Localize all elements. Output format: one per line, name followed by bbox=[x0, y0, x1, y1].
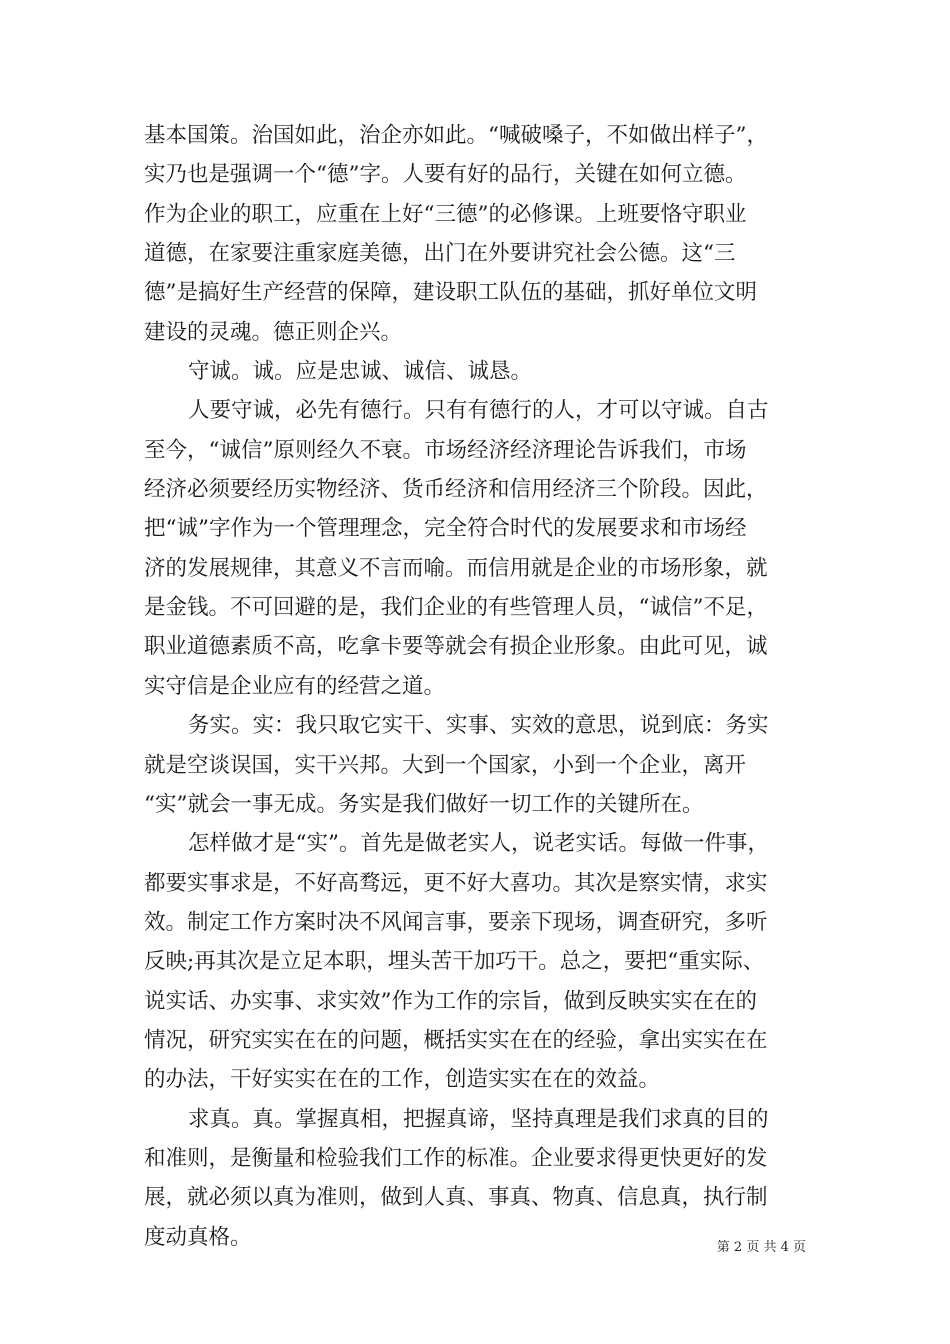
text-line: 济的发展规律，其意义不言而喻。而信用就是企业的市场形象，就 bbox=[144, 555, 768, 581]
text-line: 就是空谈误国，实干兴邦。大到一个国家，小到一个企业，离开 bbox=[144, 752, 747, 778]
text-line: 情况，研究实实在在的问题，概括实实在在的经验，拿出实实在在 bbox=[144, 1027, 768, 1053]
text-line: 经济必须要经历实物经济、货币经济和信用经济三个阶段。因此， bbox=[144, 477, 768, 503]
text-line: “实”就会一事无成。务实是我们做好一切工作的关键所在。 bbox=[144, 791, 704, 817]
text-line: 求真。真。掌握真相，把握真谛，坚持真理是我们求真的目的 bbox=[188, 1106, 769, 1132]
text-line: 德”是搞好生产经营的保障，建设职工队伍的基础，抓好单位文明 bbox=[144, 280, 757, 306]
text-line: 是金钱。不可回避的是，我们企业的有些管理人员，“诚信”不足， bbox=[144, 595, 768, 621]
text-line: 人要守诚，必先有德行。只有有德行的人，才可以守诚。自古 bbox=[188, 398, 769, 424]
text-line: 的办法，干好实实在在的工作，创造实实在在的效益。 bbox=[144, 1067, 661, 1093]
text-line: 实守信是企业应有的经营之道。 bbox=[144, 673, 446, 699]
document-body bbox=[144, 116, 810, 1257]
text-line: 道德，在家要注重家庭美德，出门在外要讲究社会公德。这“三 bbox=[144, 241, 736, 267]
text-line: 作为企业的职工，应重在上好“三德”的必修课。上班要恪守职业 bbox=[144, 201, 747, 227]
text-line: 说实话、办实事、求实效”作为工作的宗旨，做到反映实实在在的 bbox=[144, 988, 757, 1014]
text-line: 展，就必须以真为准则，做到人真、事真、物真、信息真，执行制 bbox=[144, 1185, 768, 1211]
text-line: 效。制定工作方案时决不风闻言事，要亲下现场，调查研究，多听 bbox=[144, 909, 768, 935]
text-line: 务实。实：我只取它实干、实事、实效的意思，说到底：务实 bbox=[188, 713, 769, 739]
text-line: 怎样做才是“实”。首先是做老实人，说老实话。每做一件事， bbox=[188, 831, 769, 857]
text-line: 都要实事求是，不好高骛远，更不好大喜功。其次是察实情，求实 bbox=[144, 870, 768, 896]
text-line: 基本国策。治国如此，治企亦如此。“喊破嗓子，不如做出样子”， bbox=[144, 123, 768, 148]
text-line: 职业道德素质不高，吃拿卡要等就会有损企业形象。由此可见，诚 bbox=[144, 634, 768, 660]
text-line: 至今，“诚信”原则经久不衰。市场经济经济理论告诉我们，市场 bbox=[144, 437, 747, 463]
text-line: 把“诚”字作为一个管理理念，完全符合时代的发展要求和市场经 bbox=[144, 516, 747, 542]
text-line: 建设的灵魂。德正则企兴。 bbox=[144, 319, 403, 345]
text-line: 反映;再其次是立足本职，埋头苦干加巧干。总之，要把“重实际、 bbox=[144, 949, 765, 975]
page-number: 第 2 页 共 4 页 bbox=[716, 1240, 806, 1255]
text-line: 守诚。诚。应是忠诚、诚信、诚恳。 bbox=[188, 359, 533, 385]
text-line: 度动真格。 bbox=[144, 1224, 252, 1250]
text-line: 和准则，是衡量和检验我们工作的标准。企业要求得更快更好的发 bbox=[144, 1145, 768, 1171]
text-line: 实乃也是强调一个“德”字。人要有好的品行，关键在如何立德。 bbox=[144, 162, 747, 188]
